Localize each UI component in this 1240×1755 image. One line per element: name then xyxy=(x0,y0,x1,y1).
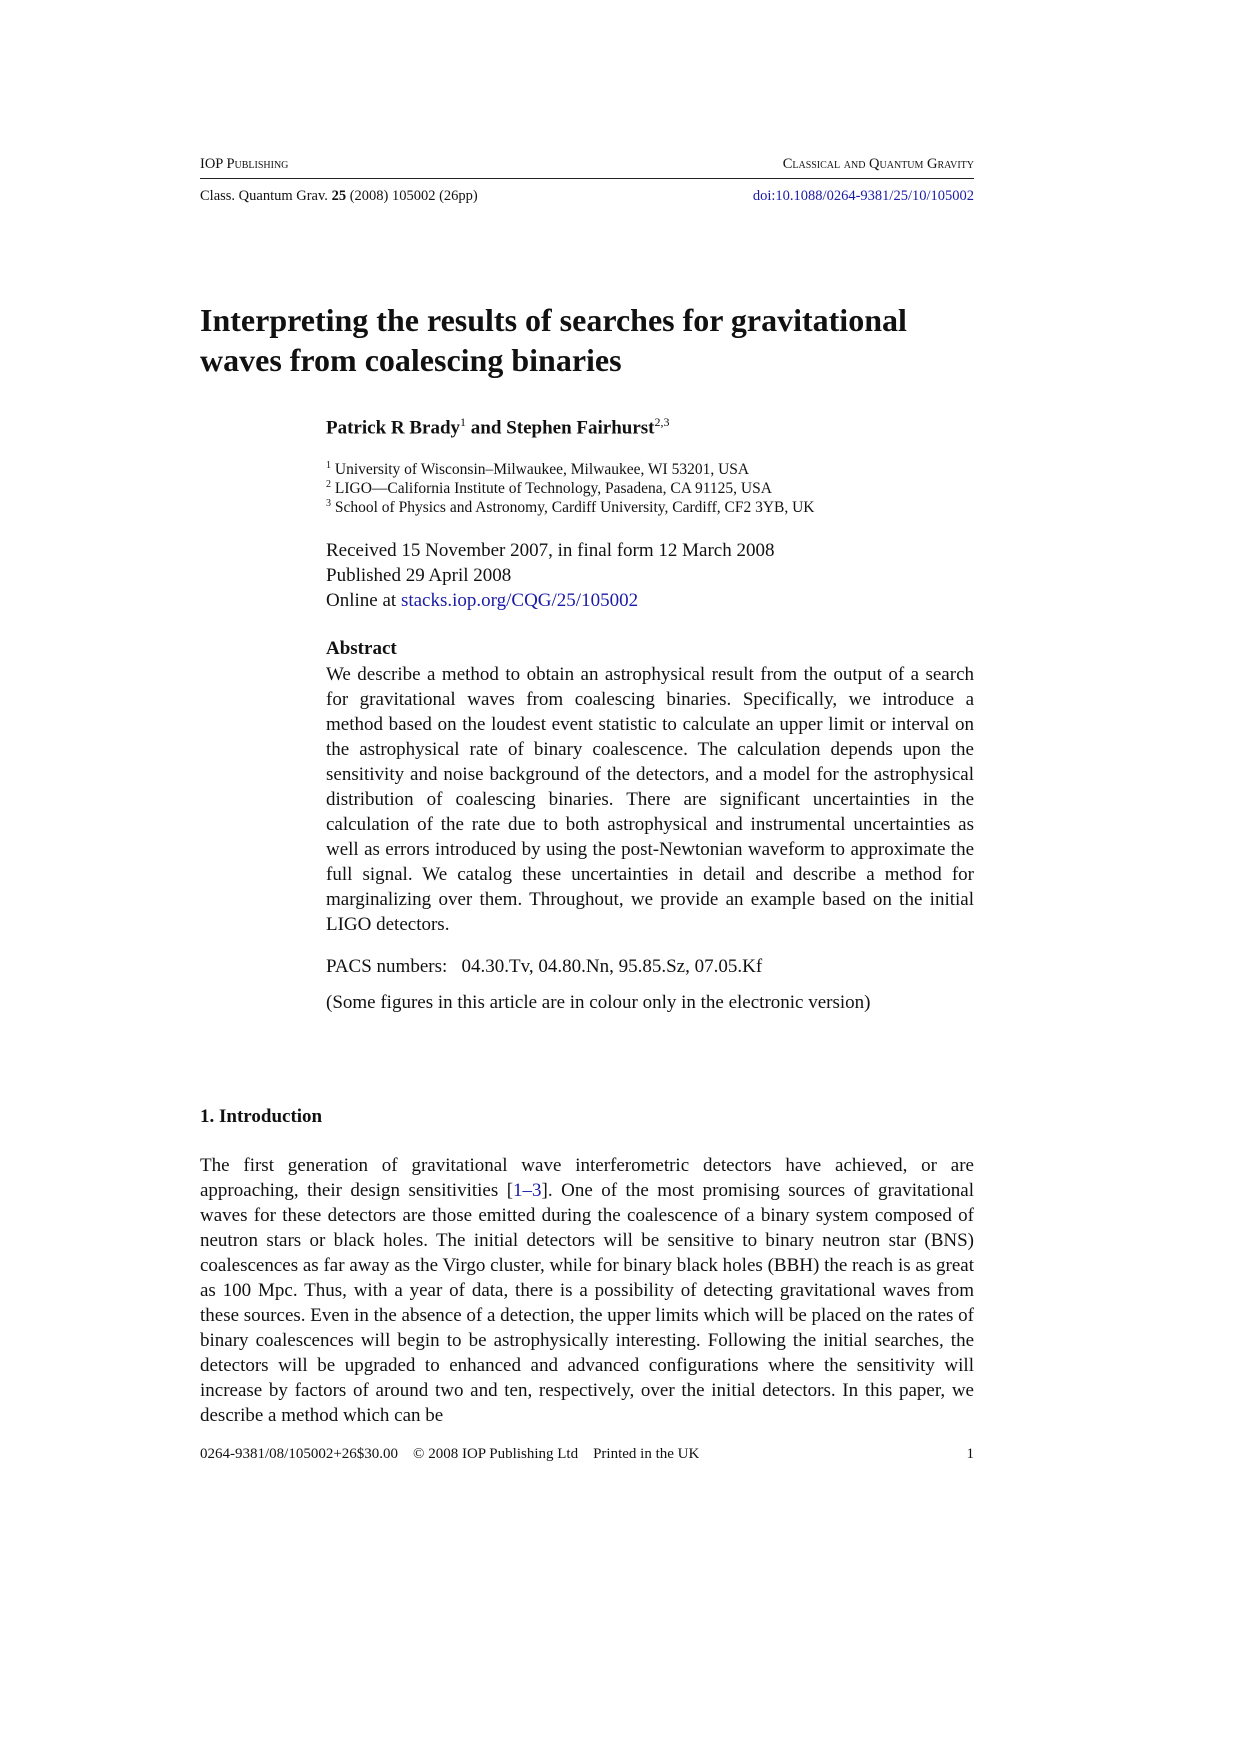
citation-prefix: Class. Quantum Grav. xyxy=(200,188,332,204)
affiliation-text: University of Wisconsin–Milwaukee, Milwaukee, WI 53201, USA xyxy=(334,461,750,479)
affiliation-number: 1 xyxy=(326,460,331,471)
author-affil-sup: 2,3 xyxy=(654,415,670,429)
introduction-text xyxy=(200,1153,974,1428)
abstract-text: We describe a method to obtain an astrophysical result from the output of a search for gravitational waves from coalescing binaries. Specifically, we introduce a method based on the loudest event statistic to calculate an upper limit or interval on the astrophysical rate of binary coalescence. The calculation depends upon the sensitivity and noise background of the detectors, and a model for the astrophysical distribution of coalescing binaries. There are significant uncertainties in the calculation of the rate due to both astrophysical and instrumental uncertainties as well as errors introduced by using the post-Newtonian waveform to approximate the full signal. We catalog these uncertainties in detail and describe a method for marginalizing over them. Throughout, we provide an example based on the initial LIGO detectors. xyxy=(326,664,974,935)
online-prefix: Online at xyxy=(326,590,401,611)
page-number: 1 xyxy=(966,1446,974,1462)
citation xyxy=(200,188,478,205)
pacs-values: 04.30.Tv, 04.80.Nn, 95.85.Sz, 07.05.Kf xyxy=(461,956,763,977)
affiliation xyxy=(326,494,815,517)
citation-volume: 25 xyxy=(331,188,347,204)
page-footer xyxy=(200,1446,974,1463)
colour-note: (Some figures in this article are in colour only in the electronic version) xyxy=(326,992,871,1013)
header-rule xyxy=(200,178,974,179)
journal-name: Classical and Quantum Gravity xyxy=(782,156,974,172)
pacs-label: PACS numbers: xyxy=(326,956,448,977)
citation-suffix: (2008) 105002 (26pp) xyxy=(346,188,478,204)
doi-link[interactable]: doi:10.1088/0264-9381/25/10/105002 xyxy=(752,188,974,204)
author-name: Stephen Fairhurst xyxy=(506,417,655,439)
affiliation-text: School of Physics and Astronomy, Cardiff University, Cardiff, CF2 3YB, UK xyxy=(334,499,815,517)
publisher-name: IOP Publishing xyxy=(200,156,289,172)
footer-printed: Printed in the UK xyxy=(593,1446,700,1462)
affiliation-text: LIGO—California Institute of Technology, Pasadena, CA 91125, USA xyxy=(334,480,772,498)
paper-title: Interpreting the results of searches for gravitational waves from coalescing binaries xyxy=(200,302,907,378)
received-date: Received 15 November 2007, in final form 12 March 2008 xyxy=(326,540,775,561)
footer-code: 0264-9381/08/105002+26$30.00 xyxy=(200,1446,399,1462)
affiliation-number: 2 xyxy=(326,479,331,490)
citation-ref-link[interactable]: 1–3 xyxy=(513,1180,542,1201)
intro-text-before-ref: The first generation of gravitational wave interferometric detectors have achieved, or are approaching, their design sensitivities [ xyxy=(200,1155,974,1201)
author-name: Patrick R Brady xyxy=(326,417,461,439)
published-date: Published 29 April 2008 xyxy=(326,565,512,586)
abstract-heading: Abstract xyxy=(326,638,397,659)
affiliation-number: 3 xyxy=(326,498,331,509)
author-connector: and xyxy=(466,417,507,439)
online-link[interactable]: stacks.iop.org/CQG/25/105002 xyxy=(400,590,639,611)
online-at xyxy=(326,588,638,613)
intro-text-after-ref: ]. One of the most promising sources of gravitational waves for these detectors are those emitted during the coalescence of a binary system composed of neutron stars or black holes. The initial detectors will be sensitive to binary neutron star (BNS) coalescences as far away as the Virgo cluster, while for binary black holes (BBH) the reach is as great as 100 Mpc. Thus, with a year of data, there is a possibility of detecting gravitational waves from these sources. Even in the absence of a detection, the upper limits which will be placed on the rates of binary coalescences will begin to be astrophysically interesting. Following the initial searches, the detectors will be upgraded to enhanced and advanced configurations where the sensitivity will increase by factors of around two and ten, respectively, over the initial detectors. In this paper, we describe a method which can be xyxy=(200,1180,974,1426)
section-heading: 1. Introduction xyxy=(200,1106,323,1127)
footer-copyright: © 2008 IOP Publishing Ltd xyxy=(413,1446,579,1462)
author-list xyxy=(326,415,670,439)
pacs-numbers xyxy=(326,956,762,978)
author-affil-sup: 1 xyxy=(460,415,467,429)
